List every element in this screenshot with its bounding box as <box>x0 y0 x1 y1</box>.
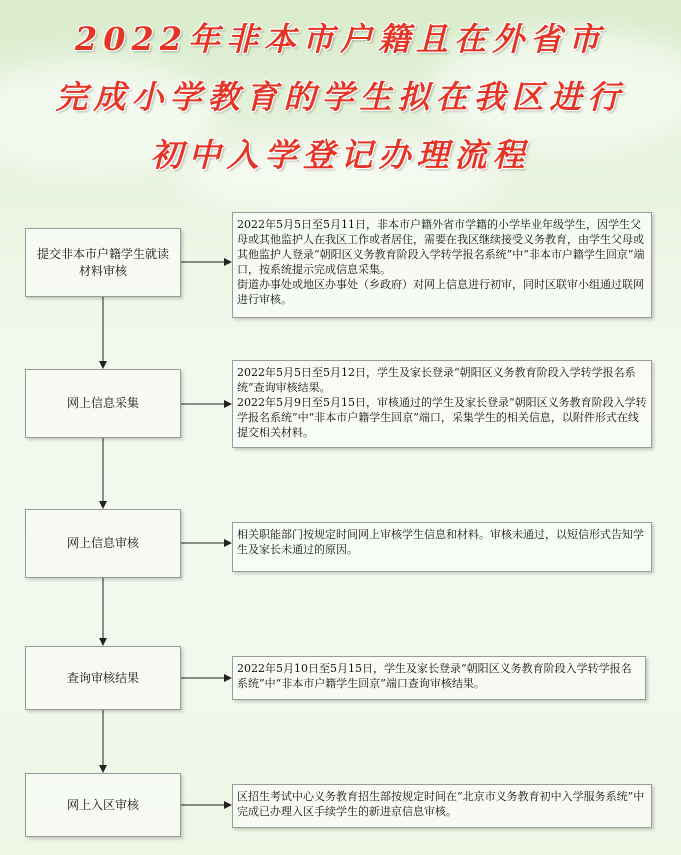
step-description-2 <box>232 360 652 448</box>
step-description-3 <box>232 522 652 572</box>
description-paragraph: 区招生考试中心义务教育招生部按规定时间在“北京市义务教育初中入学服务系统”中完成已办理入区手续学生的新进京信息审核。 <box>237 790 645 818</box>
step-description-4 <box>232 656 646 700</box>
step-description-1 <box>232 212 652 318</box>
description-paragraph: 2022年5月9日至5月15日，审核通过的学生及家长登录“朝阳区义务教育阶段入学转学报名系统”中“非本市户籍学生回京”端口，采集学生的相关信息，以附件形式在线提交相关材料。 <box>237 396 647 439</box>
step-box-query-review-result <box>25 646 181 710</box>
page-title-line-1: 2022年非本市户籍且在外省市 <box>74 20 607 58</box>
step-label: 网上入区审核 <box>66 797 139 812</box>
step-label: 查询审核结果 <box>66 670 139 685</box>
step-description-5 <box>232 784 652 828</box>
description-paragraph: 相关职能部门按规定时间网上审核学生信息和材料。审核未通过，以短信形式告知学生及家长未通过的原因。 <box>237 528 644 556</box>
page-title-line-3: 初中入学登记办理流程 <box>150 136 531 174</box>
step-label: 网上信息审核 <box>66 536 139 550</box>
step-box-submit-materials <box>25 228 181 297</box>
description-paragraph: 街道办事处或地区办事处（乡政府）对网上信息进行初审，同时区联审小组通过联网进行审核。 <box>237 278 644 306</box>
description-paragraph: 2022年5月5日至5月12日，学生及家长登录“朝阳区义务教育阶段入学转学报名系统”查询审核结果。 <box>237 366 636 394</box>
description-paragraph: 2022年5月5日至5月11日，非本市户籍外省市学籍的小学毕业年级学生，因学生父母或其他监护人在我区工作或者居住，需要在我区继续接受义务教育，由学生父母或其他监护人登录“朝阳区义务教育阶段入学转学报名系统”中“非本市户籍学生回京”端口，按系统提示完成信息采集。 <box>237 218 645 276</box>
step-label: 网上信息采集 <box>66 396 139 410</box>
step-box-district-entry-review <box>25 773 181 837</box>
step-box-online-info-collection <box>25 369 181 438</box>
step-label: 提交非本市户籍学生就读材料审核 <box>36 246 169 278</box>
page-title-line-2: 完成小学教育的学生拟在我区进行 <box>55 78 626 116</box>
description-paragraph: 2022年5月10日至5月15日，学生及家长登录“朝阳区义务教育阶段入学转学报名系统”中“非本市户籍学生回京”端口查询审核结果。 <box>237 662 632 690</box>
step-box-online-info-review <box>25 509 181 578</box>
